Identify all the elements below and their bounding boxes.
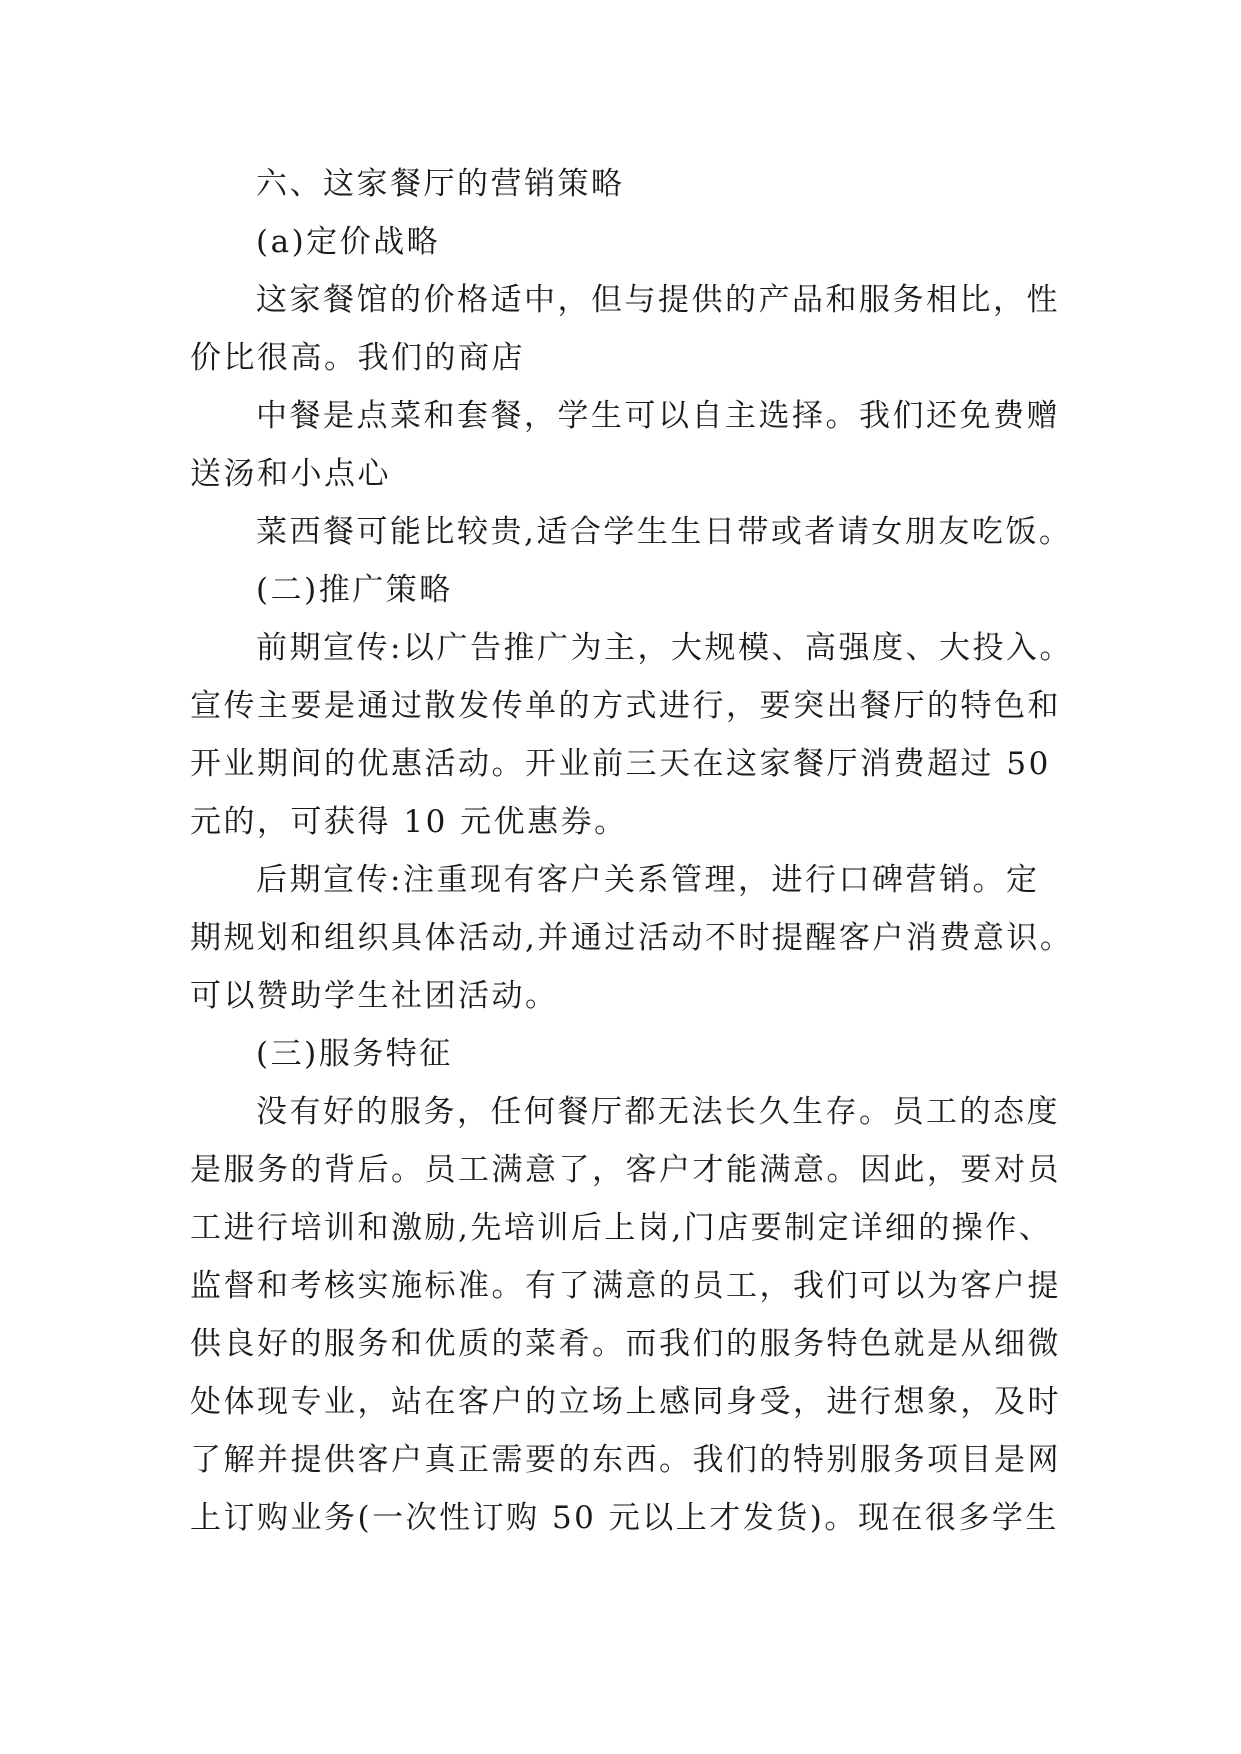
section-title: 六、这家餐厅的营销策略 bbox=[256, 166, 625, 202]
text-line: 中餐是点菜和套餐，学生可以自主选择。我们还免费赠 bbox=[256, 398, 1060, 434]
text-line: 可以赞助学生社团活动。 bbox=[190, 978, 559, 1014]
text-line: 监督和考核实施标准。有了满意的员工，我们可以为客户提 bbox=[190, 1268, 1061, 1304]
subsection-pricing-title: (a)定价战略 bbox=[256, 224, 441, 260]
paragraph-promotion-late bbox=[190, 851, 1074, 1025]
paragraph-promotion-early bbox=[190, 619, 1073, 851]
text-line: 工进行培训和激励,先培训后上岗,门店要制定详细的操作、 bbox=[190, 1210, 1053, 1246]
subsection-promotion-title: (二)推广策略 bbox=[256, 572, 453, 608]
text-line: 送汤和小点心 bbox=[190, 456, 391, 492]
document-body bbox=[190, 155, 1074, 1547]
text-line: 价比很高。我们的商店 bbox=[190, 340, 525, 376]
text-line: 是服务的背后。员工满意了，客户才能满意。因此，要对员 bbox=[190, 1152, 1061, 1188]
text-line: 后期宣传:注重现有客户关系管理，进行口碑营销。定 bbox=[256, 862, 1040, 898]
text-line: 处体现专业，站在客户的立场上感同身受，进行想象，及时 bbox=[190, 1384, 1061, 1420]
text-line: 了解并提供客户真正需要的东西。我们的特别服务项目是网 bbox=[190, 1442, 1061, 1478]
text-line: 上订购业务(一次性订购 50 元以上才发货)。现在很多学生 bbox=[190, 1500, 1059, 1536]
text-line: 菜西餐可能比较贵,适合学生生日带或者请女朋友吃饭。 bbox=[256, 514, 1073, 550]
text-line: 这家餐馆的价格适中，但与提供的产品和服务相比，性 bbox=[256, 282, 1060, 318]
text-line: 期规划和组织具体活动,并通过活动不时提醒客户消费意识。 bbox=[190, 920, 1074, 956]
paragraph-pricing-3 bbox=[190, 503, 1073, 561]
text-line: 供良好的服务和优质的菜肴。而我们的服务特色就是从细微 bbox=[190, 1326, 1061, 1362]
text-line: 元的，可获得 10 元优惠券。 bbox=[190, 804, 628, 840]
paragraph-pricing-2 bbox=[190, 387, 1060, 503]
text-line: 宣传主要是通过散发传单的方式进行，要突出餐厅的特色和 bbox=[190, 688, 1061, 724]
subsection-service-title: (三)服务特征 bbox=[256, 1036, 453, 1072]
text-line: 开业期间的优惠活动。开业前三天在这家餐厅消费超过 50 bbox=[190, 746, 1051, 782]
paragraph-service bbox=[190, 1083, 1061, 1547]
text-line: 前期宣传:以广告推广为主，大规模、高强度、大投入。 bbox=[256, 630, 1073, 666]
paragraph-pricing-1 bbox=[190, 271, 1060, 387]
text-line: 没有好的服务，任何餐厅都无法长久生存。员工的态度 bbox=[256, 1094, 1060, 1130]
